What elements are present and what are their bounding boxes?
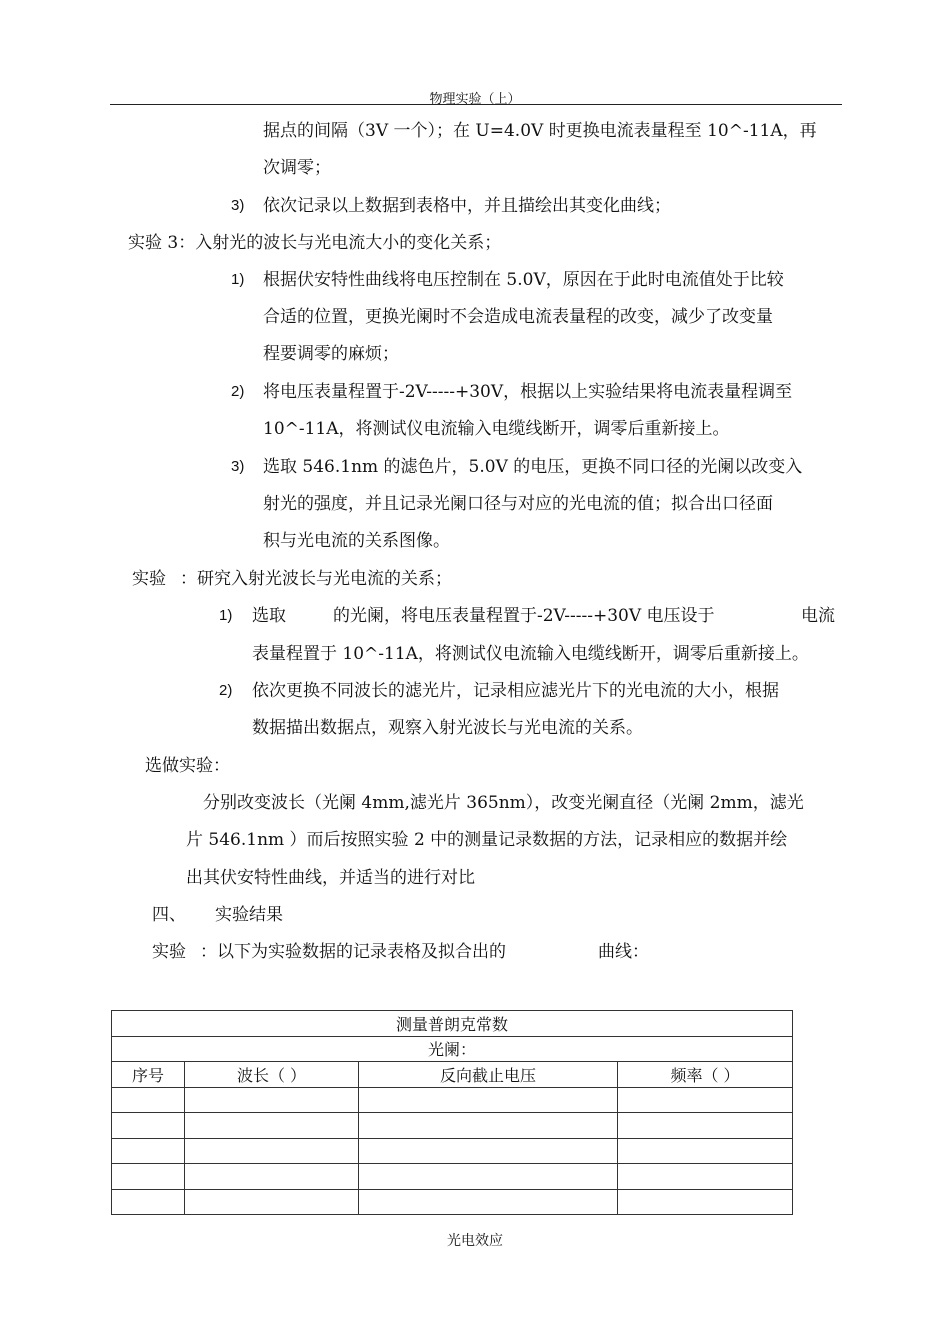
paragraph-line: 积与光电流的关系图像。	[263, 531, 450, 551]
paragraph-line: 出其伏安特性曲线，并适当的进行对比	[186, 868, 475, 888]
paragraph-line: 10^-11A，将测试仪电流输入电缆线断开，调零后重新接上。	[263, 419, 730, 439]
table-row	[112, 1138, 793, 1164]
table-cell	[359, 1113, 618, 1139]
table-cell	[618, 1164, 793, 1190]
paragraph-line: 依次记录以上数据到表格中，并且描绘出其变化曲线；	[263, 196, 671, 216]
list-marker: 3)	[231, 197, 245, 214]
table-cell	[185, 1087, 359, 1113]
list-marker: 2)	[219, 682, 233, 699]
page-header-title: 物理实验（上）	[429, 92, 521, 107]
paragraph-line: 将电压表量程置于-2V-----+30V，根据以上实验结果将电流表量程调至	[263, 382, 793, 402]
list-marker: 3)	[231, 458, 245, 475]
paragraph-line: 选做实验：	[145, 756, 230, 776]
paragraph-line: 选取 546.1nm 的滤色片，5.0V 的电压，更换不同口径的光阑以改变入	[263, 457, 803, 477]
paragraph-line: 电流	[801, 606, 835, 626]
paragraph-line: 分别改变波长（光阑 4mm,滤光片 365nm），改变光阑直径（光阑 2mm，滤光	[203, 793, 804, 813]
table-cell	[185, 1113, 359, 1139]
table-cell	[112, 1164, 185, 1190]
paragraph-line: 次调零；	[263, 158, 331, 178]
paragraph-line: 实验	[132, 569, 166, 589]
paragraph-line: 实验	[152, 942, 186, 962]
paragraph-line: 选取	[252, 606, 286, 626]
header-wavelength: 波长（ ）	[185, 1062, 359, 1088]
paragraph-line: 依次更换不同波长的滤光片，记录相应滤光片下的光电流的大小，根据	[252, 681, 779, 701]
table-cell	[185, 1164, 359, 1190]
paragraph-line: 曲线：	[598, 942, 649, 962]
paragraph-line: 合适的位置，更换光阑时不会造成电流表量程的改变，减少了改变量	[263, 307, 773, 327]
table-cell	[185, 1189, 359, 1215]
table-cell	[112, 1138, 185, 1164]
page-footer-title: 光电效应	[447, 1233, 503, 1249]
table-aperture-label: 光阑：	[112, 1036, 793, 1062]
header-divider	[110, 104, 842, 105]
table-cell	[618, 1189, 793, 1215]
table-row	[112, 1189, 793, 1215]
paragraph-line: 的光阑，将电压表量程置于-2V-----+30V 电压设于	[333, 606, 715, 626]
table-cell	[359, 1138, 618, 1164]
list-marker: 2)	[231, 383, 245, 400]
paragraph-line: 实验结果	[215, 905, 283, 925]
list-marker: 1)	[219, 607, 233, 624]
table-aperture-row	[112, 1036, 793, 1062]
paragraph-line: 据点的间隔（3V 一个）；在 U=4.0V 时更换电流表量程至 10^-11A，再	[263, 121, 817, 141]
table-cell	[618, 1087, 793, 1113]
table-cell	[618, 1113, 793, 1139]
table-cell	[112, 1087, 185, 1113]
header-stopping-voltage: 反向截止电压	[359, 1062, 618, 1088]
table-cell	[112, 1189, 185, 1215]
table-header-row	[112, 1062, 793, 1088]
paragraph-line: 根据伏安特性曲线将电压控制在 5.0V，原因在于此时电流值处于比较	[263, 270, 784, 290]
table-row	[112, 1164, 793, 1190]
paragraph-line: 表量程置于 10^-11A，将测试仪电流输入电缆线断开，调零后重新接上。	[252, 644, 809, 664]
header-frequency: 频率（ ）	[618, 1062, 793, 1088]
table-cell	[359, 1189, 618, 1215]
table-cell	[112, 1113, 185, 1139]
planck-constant-table	[111, 1010, 793, 1215]
paragraph-line: 实验 3：入射光的波长与光电流大小的变化关系；	[128, 233, 502, 253]
table-title: 测量普朗克常数	[112, 1011, 793, 1037]
paragraph-line: ：研究入射光波长与光电流的关系；	[180, 569, 452, 589]
header-index: 序号	[112, 1062, 185, 1088]
table-cell	[359, 1087, 618, 1113]
paragraph-line: ：以下为实验数据的记录表格及拟合出的	[200, 942, 506, 962]
list-marker: 1)	[231, 271, 245, 288]
table-cell	[359, 1164, 618, 1190]
paragraph-line: 片 546.1nm ）而后按照实验 2 中的测量记录数据的方法，记录相应的数据并绘	[186, 830, 788, 850]
paragraph-line: 程要调零的麻烦；	[263, 344, 399, 364]
paragraph-line: 四、	[152, 905, 186, 925]
table-row	[112, 1087, 793, 1113]
table-cell	[185, 1138, 359, 1164]
paragraph-line: 射光的强度，并且记录光阑口径与对应的光电流的值；拟合出口径面	[263, 494, 773, 514]
table-cell	[618, 1138, 793, 1164]
paragraph-line: 数据描出数据点，观察入射光波长与光电流的关系。	[252, 718, 643, 738]
table-row	[112, 1113, 793, 1139]
table-title-row	[112, 1011, 793, 1037]
